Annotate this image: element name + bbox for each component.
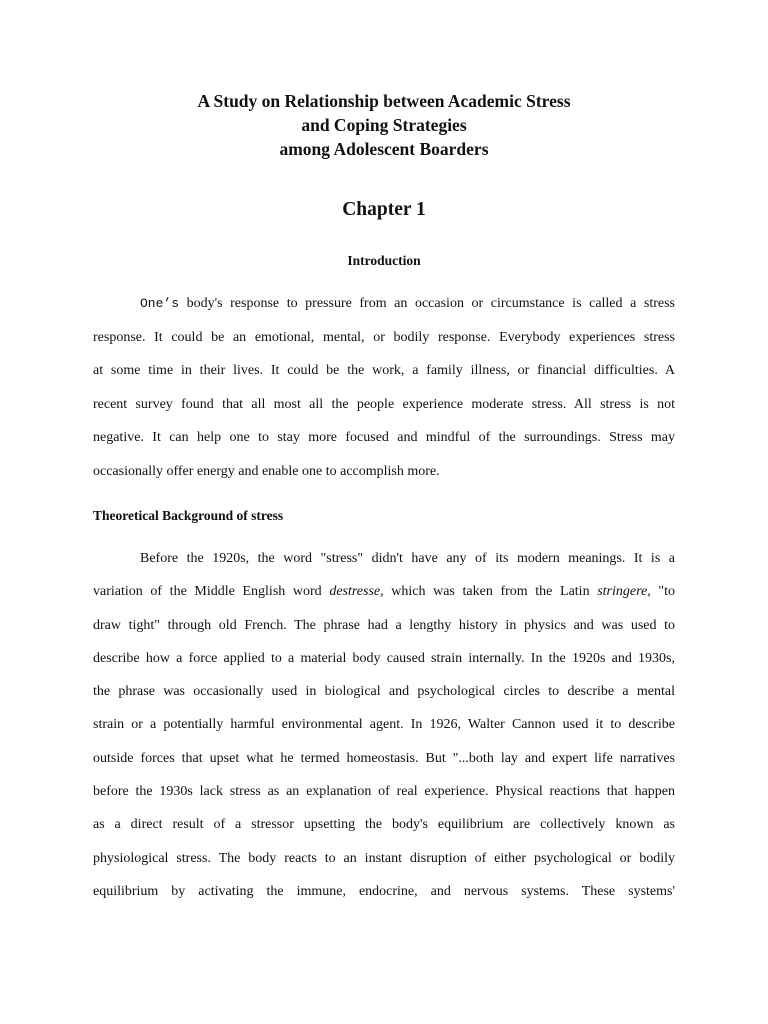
paragraph-theoretical-background bbox=[93, 550, 675, 916]
italic-term: destresse bbox=[329, 584, 381, 600]
paragraph-line: recent survey found that all most all the people experience moderate stress. All stress is not bbox=[93, 396, 675, 412]
paragraph-line: draw tight" through old French. The phrase had a lengthy history in physics and was used to bbox=[93, 617, 675, 633]
subheading: Theoretical Background of stress bbox=[93, 508, 284, 523]
paragraph-line: response. It could be an emotional, mental, or bodily response. Everybody experiences stress bbox=[93, 329, 675, 345]
paragraph-line: occasionally offer energy and enable one to accomplish more. bbox=[93, 463, 440, 479]
document-title bbox=[0, 89, 768, 161]
paragraph-line: physiological stress. The body reacts to an instant disruption of either psychological or bodily bbox=[93, 850, 675, 866]
paragraph-line: negative. It can help one to stay more focused and mindful of the surroundings. Stress may bbox=[93, 430, 675, 445]
section-title: Introduction bbox=[347, 253, 421, 268]
title-line: A Study on Relationship between Academic Stress bbox=[197, 91, 571, 111]
paragraph-line: describe how a force applied to a material body caused strain internally. In the 1920s and 1930s, bbox=[93, 650, 675, 666]
line-text: , which was taken from the Latin bbox=[380, 584, 598, 600]
title-line: and Coping Strategies bbox=[301, 115, 467, 135]
line-text: , "to bbox=[647, 584, 676, 600]
paragraph-line: before the 1930s lack stress as an explanation of real experience. Physical reactions that happen bbox=[93, 784, 675, 800]
paragraph-introduction bbox=[93, 295, 675, 496]
paragraph-line: outside forces that upset what he termed homeostasis. But "...both lay and expert life narratives bbox=[93, 750, 675, 766]
line-text: variation of the Middle English word bbox=[93, 584, 330, 600]
chapter-heading: Chapter 1 bbox=[342, 199, 426, 220]
paragraph-line: the phrase was occasionally used in biological and psychological circles to describe a mental bbox=[93, 684, 675, 700]
paragraph-line: Before the 1920s, the word "stress" didn't have any of its modern meanings. It is a bbox=[140, 551, 675, 566]
paragraph-line: equilibrium by activating the immune, endocrine, and nervous systems. These systems' bbox=[93, 883, 675, 899]
line-text: body's response to pressure from an occasion or circumstance is called a stress bbox=[179, 296, 675, 311]
paragraph-line bbox=[93, 295, 675, 329]
paragraph-line: at some time in their lives. It could be the work, a family illness, or financial difficulties. A bbox=[93, 363, 675, 378]
paragraph-line bbox=[93, 583, 675, 616]
paragraph-line: as a direct result of a stressor upsetting the body's equilibrium are collectively known as bbox=[93, 817, 675, 833]
title-line: among Adolescent Boarders bbox=[279, 139, 489, 159]
first-word: One’s bbox=[140, 296, 180, 311]
italic-term: stringere bbox=[597, 584, 648, 600]
paragraph-line: strain or a potentially harmful environmental agent. In 1926, Walter Cannon used it to describe bbox=[93, 717, 675, 733]
